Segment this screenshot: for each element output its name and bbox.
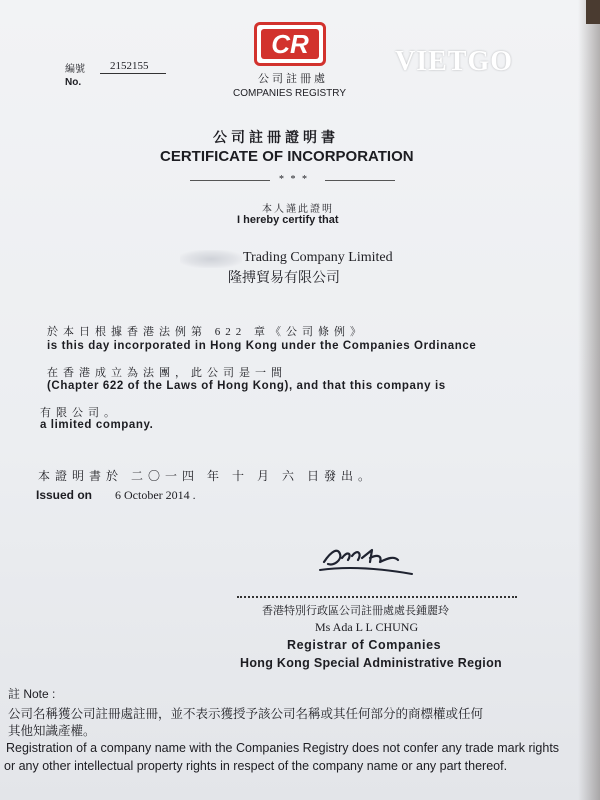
note-text-en-1: Registration of a company name with the Companies Registry does not confer any trade mark rights	[6, 741, 560, 755]
redacted-company-name	[180, 250, 242, 268]
issued-date: 6 October 2014 .	[115, 488, 196, 502]
background-corner	[586, 0, 600, 24]
company-name-en: Trading Company Limited	[243, 250, 393, 265]
registration-label-en: No.	[65, 77, 82, 88]
registration-underline	[100, 73, 166, 74]
watermark: VIETGO	[395, 46, 514, 77]
title-divider-left	[190, 180, 270, 181]
registrar-name-zh: 香港特別行政區公司註冊處處長鍾麗玲	[262, 605, 449, 617]
logo-text: CR	[261, 29, 319, 59]
title-divider-stars: * * *	[279, 174, 309, 185]
note-text-zh-1: 公司名稱獲公司註冊處註冊，並不表示獲授予該公司名稱或其任何部分的商標權或任何	[8, 707, 484, 721]
certificate-title-zh: 公司註冊證明書	[213, 131, 339, 146]
body-line1-zh: 於本日根據香港法例第 622 章《公司條例》	[47, 326, 366, 338]
companies-registry-logo	[254, 22, 326, 66]
body-line3-en: a limited company.	[40, 419, 154, 431]
registrar-name: Ms Ada L L CHUNG	[315, 620, 419, 634]
registrar-region: Hong Kong Special Administrative Region	[240, 656, 502, 670]
certify-text-en: I hereby certify that	[237, 214, 339, 226]
company-name-zh: 隆搏貿易有限公司	[228, 271, 340, 286]
registry-name-en: COMPANIES REGISTRY	[233, 88, 346, 99]
issued-date-zh: 本證明書於 二〇一四 年 十 月 六 日發出。	[38, 469, 376, 483]
body-line2-zh: 在香港成立為法團，此公司是一間	[47, 367, 287, 379]
note-text-zh-2: 其他知識產權。	[8, 724, 96, 738]
body-line1-en: is this day incorporated in Hong Kong under the Companies Ordinance	[47, 340, 477, 352]
registration-label-zh: 編號	[65, 64, 85, 75]
body-line2-en: (Chapter 622 of the Laws of Hong Kong), and that this company is	[47, 380, 446, 392]
note-label: 註 Note :	[8, 687, 56, 701]
page-edge-shadow	[578, 0, 600, 800]
certify-text-zh: 本人謹此證明	[262, 204, 334, 215]
registrar-signature	[318, 540, 418, 582]
issued-label: Issued on	[36, 488, 93, 502]
certificate-title-en: CERTIFICATE OF INCORPORATION	[160, 148, 414, 165]
title-divider-right	[325, 180, 395, 181]
registration-number: 2152155	[110, 60, 149, 72]
registrar-title: Registrar of Companies	[287, 638, 442, 652]
signature-dotted-line	[237, 596, 517, 598]
note-text-en-2: or any other intellectual property rights in respect of the company name or any part thereof.	[4, 759, 508, 773]
body-line3-zh: 有限公司。	[40, 407, 120, 419]
registry-name-zh: 公司註冊處	[258, 73, 328, 85]
